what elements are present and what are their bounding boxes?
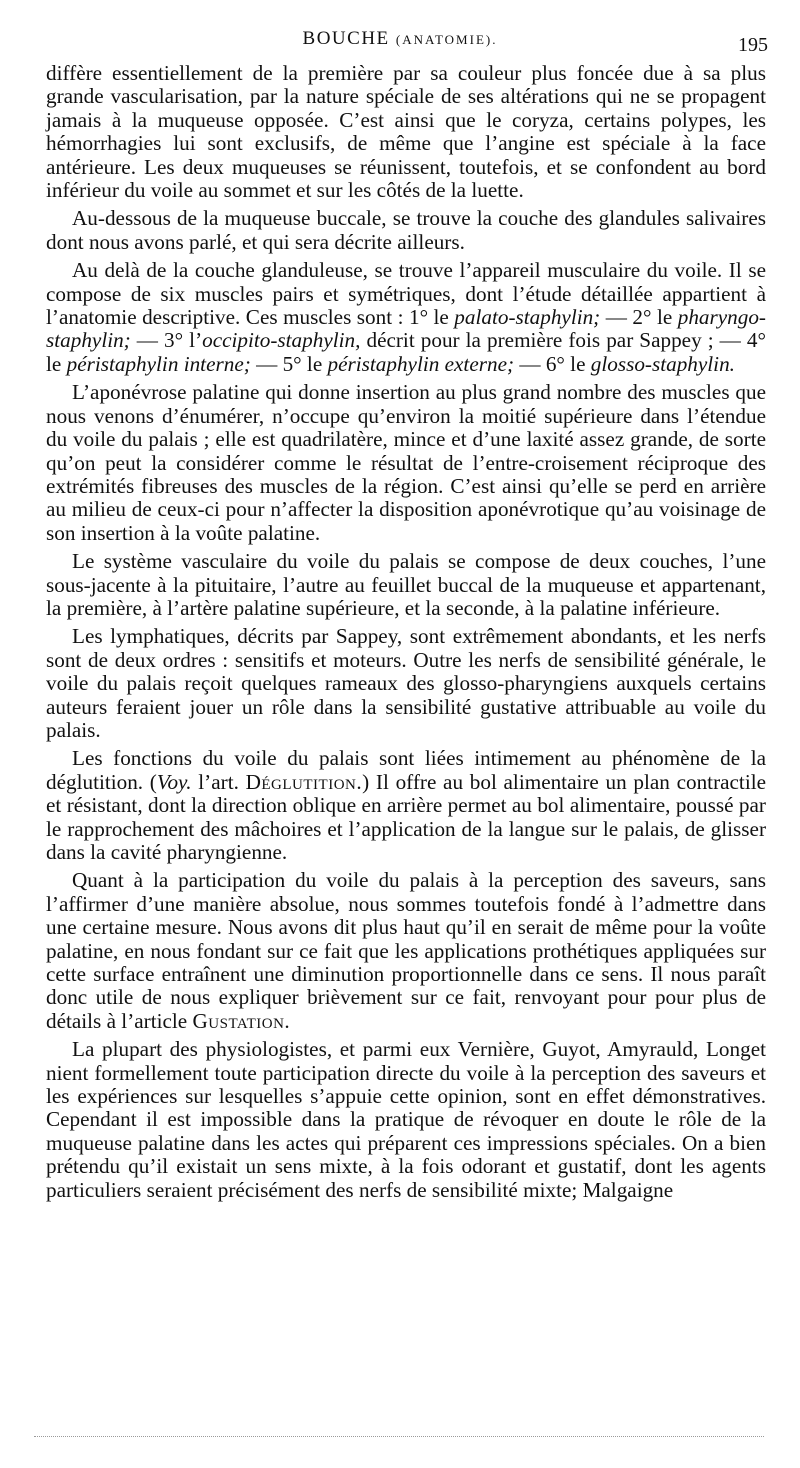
text-run: — 6° le [514,351,591,376]
paragraph [46,259,766,376]
text-run: décrit pour la première fois par Sappey ; — 4° le [46,328,766,376]
text-run: L’aponévrose palatine qui donne insertion au plus grand nombre des muscles que nous venons d’énumérer, n’occupe qu’environ la moitié supérieure dans l’étendue du voile du palais ; elle est quadrilatère, mince et d’une laxité assez grande, de sorte qu’on peut la considérer comme le résultat de l’entre-croisement réciproque des extrémités fibreuses des muscles de la région. C’est ainsi qu’elle se perd en arrière au milieu de ceux-ci pour n’affecter la disposition aponévrotique qu’au voisinage de son insertion à la voûte palatine. [46,380,766,545]
header-title: BOUCHE [302,28,390,49]
small-caps-text: Gustation. [192,1008,291,1033]
italic-text: occipito-staphylin, [202,328,361,353]
italic-text: palato-staphylin; [454,305,601,330]
text-run: Les fonctions du voile du palais sont liées intimement au phénomène de la déglutition. ( [46,746,766,794]
text-run: l’art. [191,769,246,794]
paragraph [46,381,766,545]
text-run: La plupart des physiologistes, et parmi eux Vernière, Guyot, Amyrauld, Longet nient formellement toute participation directe du voile à la perception des saveurs et les expériences sur lesquelles s’appuie cette opinion, sont en effet démonstratives. Cependant il est impossible dans la pratique de révoquer en doute le rôle de la muqueuse palatine dans les actes qui préparent ces impressions spéciales. On a bien prétendu qu’il existait un sens mixte, à la fois odorant et gustatif, dont les agents particuliers seraient précisément des nerfs de sensibilité mixte; Malgaigne [46,1037,766,1202]
text-run: Le système vasculaire du voile du palais se compose de deux couches, l’une sous-jacente à la pituitaire, l’autre au feuillet buccal de la muqueuse et appartenant, la première, à l’artère palatine supérieure, et la seconde, à la palatine inférieure. [46,549,766,620]
small-caps-text: Déglutition. [245,769,363,794]
text-run: — 2° le [600,305,678,330]
text-run: Au-dessous de la muqueuse buccale, se trouve la couche des glandules salivaires dont nous avons parlé, et qui sera décrite ailleurs. [46,206,766,254]
text-run: — 5° le [250,351,328,376]
text-run: — 3° l’ [130,328,203,353]
running-header [0,28,800,54]
italic-text: Voy. [156,769,192,794]
text-run: Au delà de la couche glanduleuse, se trouve l’appareil musculaire du voile. Il se compose de six muscles pairs et symétriques, dont l’étude détaillée appartient à l’anatomie descriptive. Ces muscles sont : 1° le [46,258,766,330]
paragraph [46,869,766,1033]
page-number: 195 [738,34,768,56]
body-text [46,62,766,1207]
paragraph [46,625,766,742]
text-run: Les lymphatiques, décrits par Sappey, sont extrêmement abondants, et les nerfs sont de deux ordres : sensitifs et moteurs. Outre les nerfs de sensibilité générale, le voile du palais reçoit quelques rameaux des glosso-pharyngiens auxquels certains auteurs feraient jouer un rôle dans la sensibilité gustative attribuable au voile du palais. [46,624,766,742]
italic-text: pharyngo-staphylin; [46,305,766,353]
paragraph [46,550,766,620]
text-run: diffère essentiellement de la première par sa couleur plus foncée due à sa plus grande vascularisation, par la nature spéciale de ses altérations qui ne se propagent jamais à la muqueuse opposée. C’est ainsi que le coryza, certains polypes, les hémorrhagies lui sont exclusifs, de même que l’angine est spéciale à la face antérieure. Les deux muqueuses se réunissent, toutefois, et se confondent au bord inférieur du voile au sommet et sur les côtés de la luette. [46,61,766,203]
paragraph [46,747,766,864]
italic-text: péristaphylin externe; [327,351,515,376]
text-run: ) Il offre au bol alimentaire un plan contractile et résistant, dont la direction oblique en arrière permet au bol alimentaire, poussé par le rapprochement des mâchoires et l’application de la langue sur le palais, de glisser dans la cavité pharyngienne. [46,769,766,864]
paragraph [46,62,766,202]
italic-text: glosso-staphylin. [590,351,735,376]
header-title-paren: (ANATOMIE). [395,32,498,47]
italic-text: péristaphylin interne; [66,351,251,376]
running-title [0,28,800,50]
text-run: Quant à la participation du voile du palais à la perception des saveurs, sans l’affirmer d’une manière absolue, nous sommes toutefois fondé à l’admettre dans une certaine mesure. Nous avons dit plus haut qu’il en serait de même pour la voûte palatine, en nous fondant sur ce fait que les applications prothétiques appliquées sur cette surface entraînent une diminution proportionnelle dans ce sens. Il nous paraît donc utile de nous expliquer brièvement sur ce fait, renvoyant pour pour plus de détails à l’article [46,868,766,1033]
paragraph [46,1038,766,1202]
footer-dotted-rule [34,1436,764,1437]
paragraph [46,207,766,254]
